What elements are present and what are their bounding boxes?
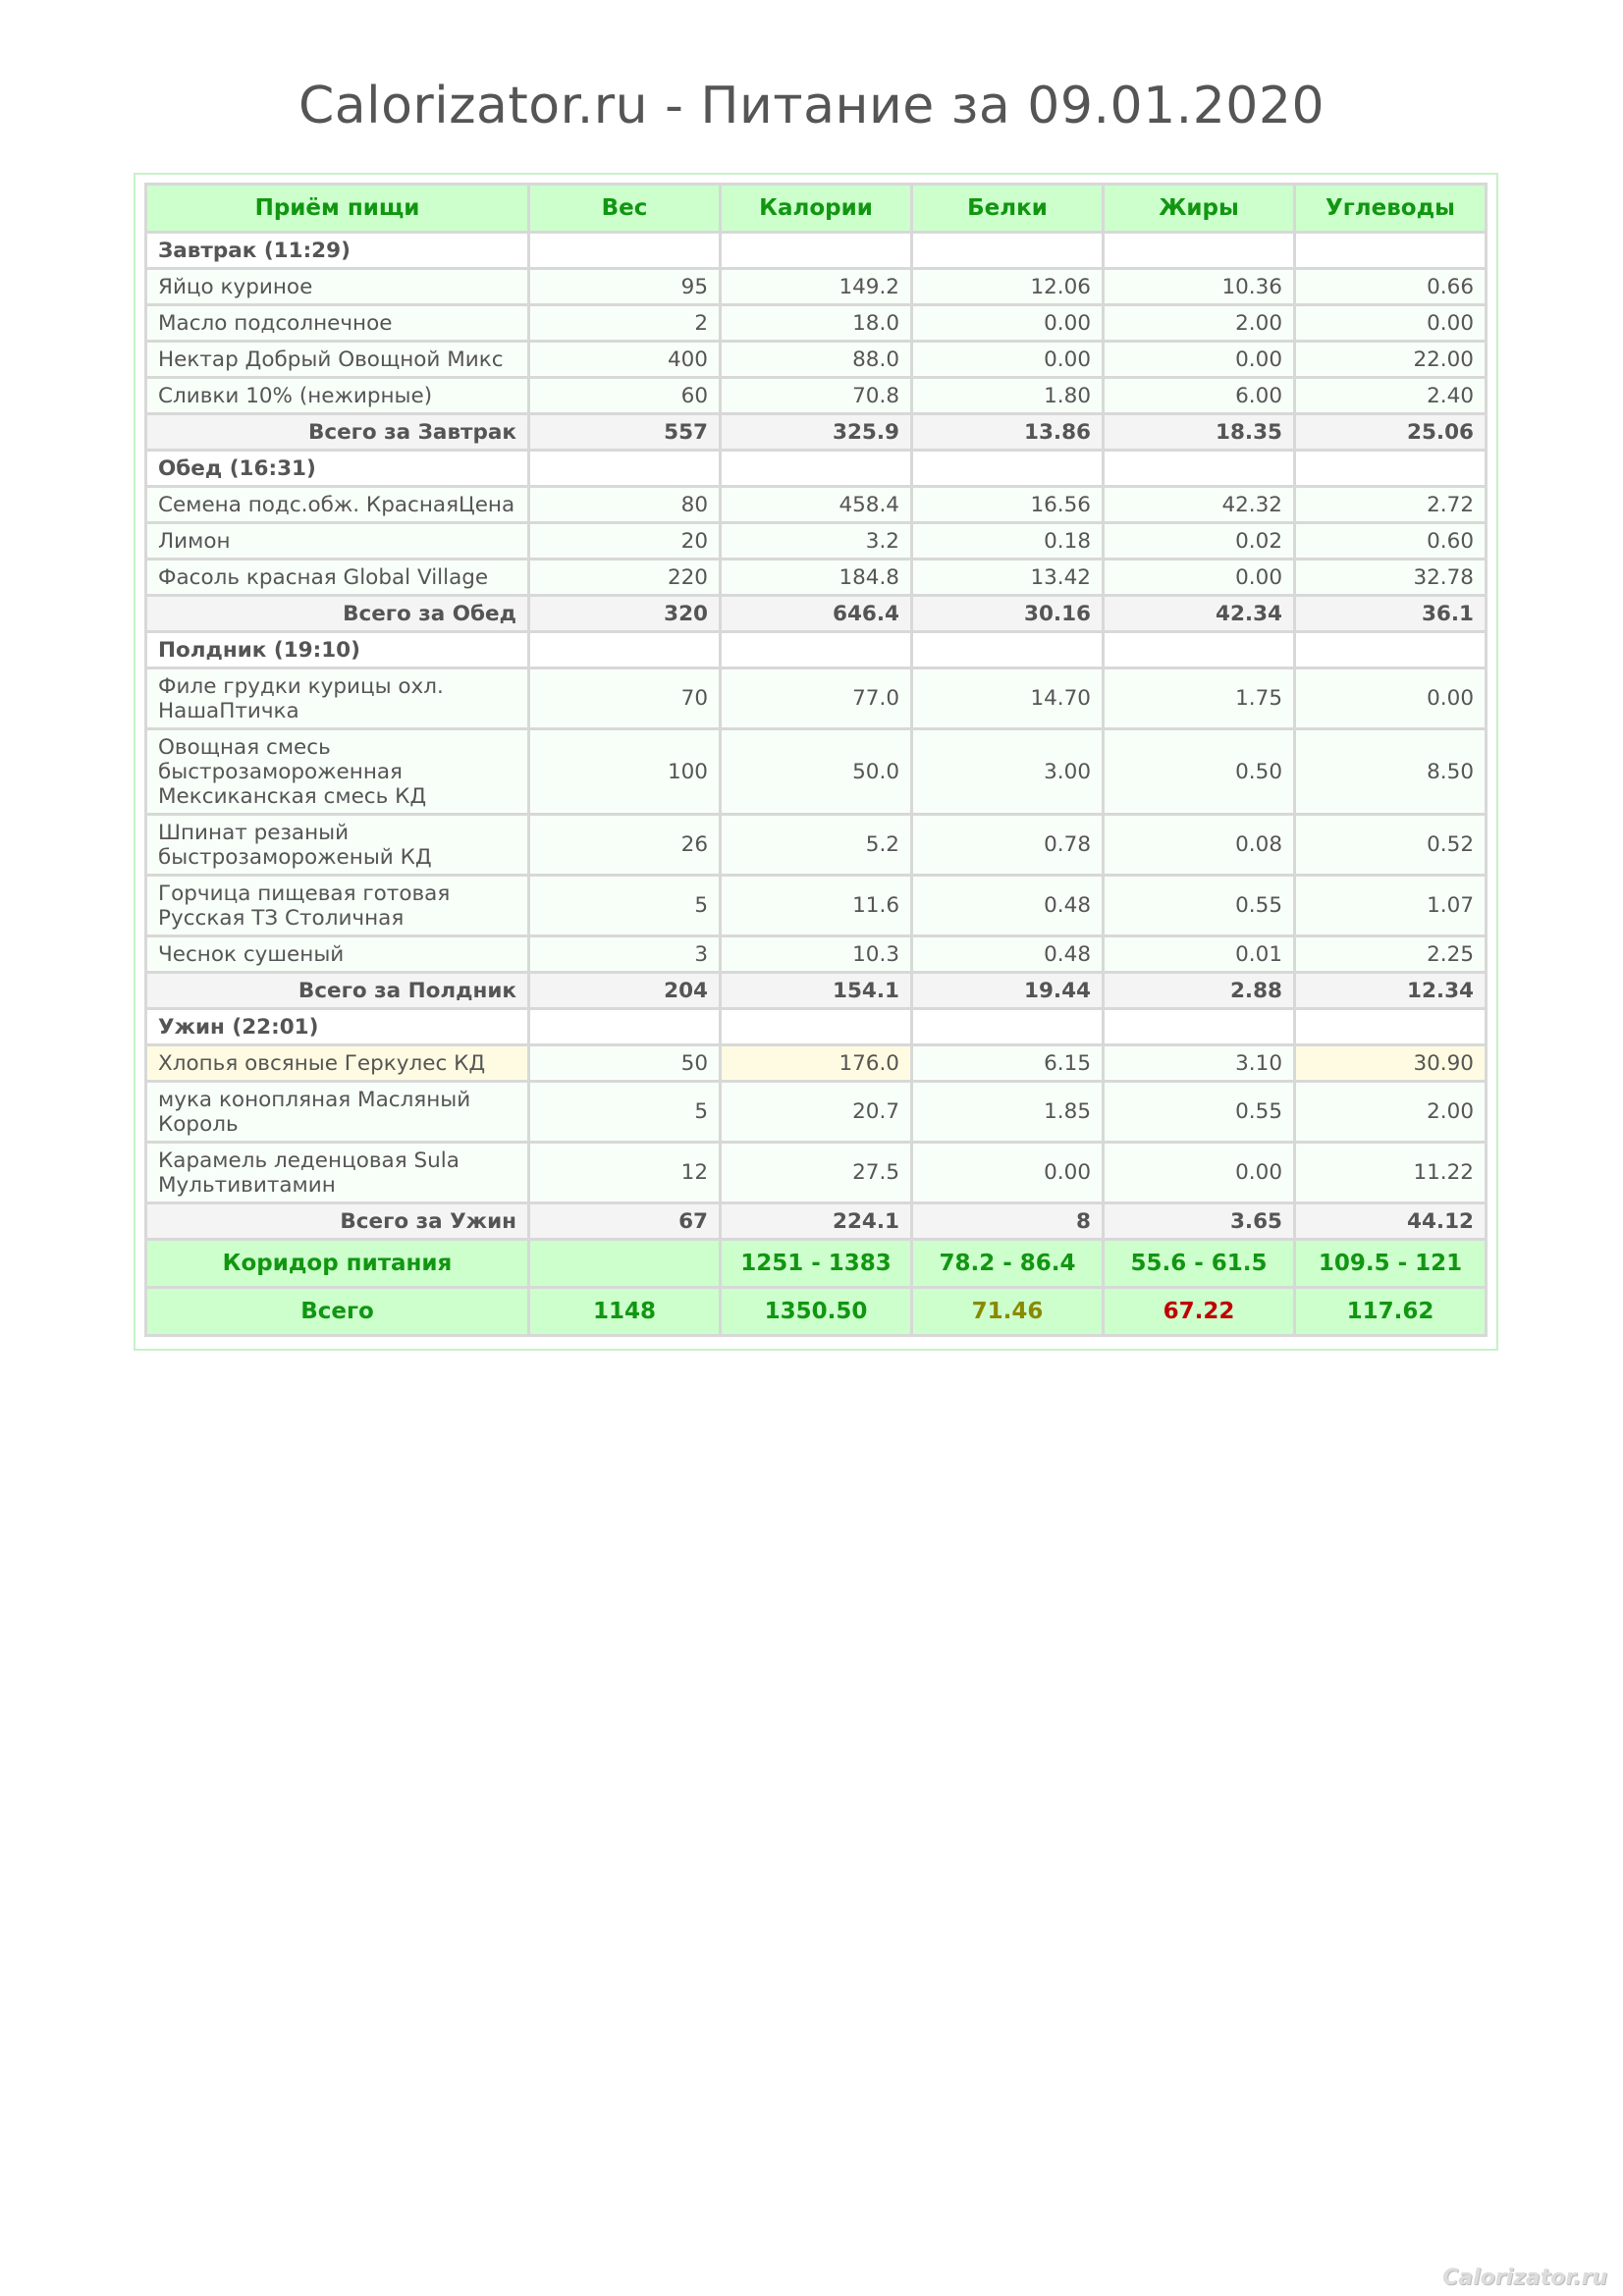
grand-total-protein: 71.46 bbox=[912, 1288, 1104, 1336]
food-fat: 0.50 bbox=[1104, 729, 1295, 815]
meal-total-row bbox=[146, 414, 1487, 451]
meal-total-calories: 154.1 bbox=[721, 973, 912, 1009]
header-protein: Белки bbox=[912, 185, 1104, 233]
food-carbs: 0.66 bbox=[1295, 269, 1487, 305]
corridor-weight bbox=[529, 1240, 721, 1288]
meal-total-carbs: 36.1 bbox=[1295, 596, 1487, 632]
food-protein: 0.00 bbox=[912, 342, 1104, 378]
food-fat: 42.32 bbox=[1104, 487, 1295, 523]
food-carbs: 1.07 bbox=[1295, 876, 1487, 936]
food-carbs: 2.25 bbox=[1295, 936, 1487, 973]
grand-total-calories: 1350.50 bbox=[721, 1288, 912, 1336]
header-weight: Вес bbox=[529, 185, 721, 233]
food-weight: 60 bbox=[529, 378, 721, 414]
food-protein: 14.70 bbox=[912, 668, 1104, 729]
table-row bbox=[146, 1143, 1487, 1203]
food-fat: 0.00 bbox=[1104, 342, 1295, 378]
table-row bbox=[146, 523, 1487, 560]
meal-total-weight: 557 bbox=[529, 414, 721, 451]
food-weight: 220 bbox=[529, 560, 721, 596]
meal-total-row bbox=[146, 1203, 1487, 1240]
food-protein: 1.80 bbox=[912, 378, 1104, 414]
corridor-calories: 1251 - 1383 bbox=[721, 1240, 912, 1288]
food-carbs: 0.60 bbox=[1295, 523, 1487, 560]
food-carbs: 0.00 bbox=[1295, 668, 1487, 729]
grand-total-label: Всего bbox=[146, 1288, 529, 1336]
food-fat: 0.08 bbox=[1104, 815, 1295, 876]
meal-header-row bbox=[146, 451, 1487, 487]
food-calories: 10.3 bbox=[721, 936, 912, 973]
meal-total-label: Всего за Обед bbox=[146, 596, 529, 632]
food-fat: 0.00 bbox=[1104, 1143, 1295, 1203]
meal-total-row bbox=[146, 973, 1487, 1009]
meal-total-fat: 42.34 bbox=[1104, 596, 1295, 632]
meal-total-label: Всего за Завтрак bbox=[146, 414, 529, 451]
meal-total-protein: 8 bbox=[912, 1203, 1104, 1240]
meal-total-weight: 320 bbox=[529, 596, 721, 632]
table-row bbox=[146, 560, 1487, 596]
food-protein: 13.42 bbox=[912, 560, 1104, 596]
food-fat: 0.55 bbox=[1104, 876, 1295, 936]
header-meal: Приём пищи bbox=[146, 185, 529, 233]
meal-header-row bbox=[146, 1009, 1487, 1045]
food-calories: 184.8 bbox=[721, 560, 912, 596]
food-fat: 3.10 bbox=[1104, 1045, 1295, 1082]
food-name: мука конопляная Масляный Король bbox=[146, 1082, 529, 1143]
meal-total-carbs: 12.34 bbox=[1295, 973, 1487, 1009]
food-calories: 77.0 bbox=[721, 668, 912, 729]
food-carbs: 2.00 bbox=[1295, 1082, 1487, 1143]
meal-header-row bbox=[146, 632, 1487, 668]
corridor-carbs: 109.5 - 121 bbox=[1295, 1240, 1487, 1288]
food-fat: 0.01 bbox=[1104, 936, 1295, 973]
nutrition-corridor-row bbox=[146, 1240, 1487, 1288]
food-calories: 20.7 bbox=[721, 1082, 912, 1143]
food-name: Семена подс.обж. КраснаяЦена bbox=[146, 487, 529, 523]
header-calories: Калории bbox=[721, 185, 912, 233]
food-weight: 20 bbox=[529, 523, 721, 560]
meal-total-carbs: 44.12 bbox=[1295, 1203, 1487, 1240]
meal-total-weight: 67 bbox=[529, 1203, 721, 1240]
grand-total-fat: 67.22 bbox=[1104, 1288, 1295, 1336]
header-row bbox=[146, 185, 1487, 233]
food-weight: 70 bbox=[529, 668, 721, 729]
food-weight: 400 bbox=[529, 342, 721, 378]
food-weight: 2 bbox=[529, 305, 721, 342]
food-weight: 80 bbox=[529, 487, 721, 523]
table-row bbox=[146, 1045, 1487, 1082]
food-calories: 5.2 bbox=[721, 815, 912, 876]
meal-total-row bbox=[146, 596, 1487, 632]
food-protein: 6.15 bbox=[912, 1045, 1104, 1082]
food-calories: 176.0 bbox=[721, 1045, 912, 1082]
watermark-logo: Calorizator.ru bbox=[1442, 2266, 1607, 2290]
corridor-label: Коридор питания bbox=[146, 1240, 529, 1288]
food-calories: 88.0 bbox=[721, 342, 912, 378]
food-protein: 0.78 bbox=[912, 815, 1104, 876]
meal-name: Обед (16:31) bbox=[146, 451, 529, 487]
meal-total-fat: 18.35 bbox=[1104, 414, 1295, 451]
food-calories: 50.0 bbox=[721, 729, 912, 815]
meal-total-calories: 646.4 bbox=[721, 596, 912, 632]
food-carbs: 2.72 bbox=[1295, 487, 1487, 523]
food-fat: 1.75 bbox=[1104, 668, 1295, 729]
meal-total-calories: 224.1 bbox=[721, 1203, 912, 1240]
food-name: Фасоль красная Global Village bbox=[146, 560, 529, 596]
food-fat: 10.36 bbox=[1104, 269, 1295, 305]
table-row bbox=[146, 269, 1487, 305]
food-weight: 5 bbox=[529, 876, 721, 936]
header-fat: Жиры bbox=[1104, 185, 1295, 233]
food-name: Сливки 10% (нежирные) bbox=[146, 378, 529, 414]
food-carbs: 8.50 bbox=[1295, 729, 1487, 815]
food-carbs: 32.78 bbox=[1295, 560, 1487, 596]
food-carbs: 22.00 bbox=[1295, 342, 1487, 378]
food-calories: 70.8 bbox=[721, 378, 912, 414]
grand-total-weight: 1148 bbox=[529, 1288, 721, 1336]
food-carbs: 11.22 bbox=[1295, 1143, 1487, 1203]
meal-total-fat: 2.88 bbox=[1104, 973, 1295, 1009]
food-name: Лимон bbox=[146, 523, 529, 560]
food-protein: 0.00 bbox=[912, 1143, 1104, 1203]
food-carbs: 2.40 bbox=[1295, 378, 1487, 414]
nutrition-table bbox=[144, 183, 1488, 1337]
food-weight: 50 bbox=[529, 1045, 721, 1082]
food-fat: 0.55 bbox=[1104, 1082, 1295, 1143]
food-weight: 26 bbox=[529, 815, 721, 876]
food-protein: 0.48 bbox=[912, 936, 1104, 973]
food-protein: 0.48 bbox=[912, 876, 1104, 936]
food-name: Горчица пищевая готовая Русская ТЗ Столичная bbox=[146, 876, 529, 936]
food-calories: 27.5 bbox=[721, 1143, 912, 1203]
meal-total-weight: 204 bbox=[529, 973, 721, 1009]
food-name: Чеснок сушеный bbox=[146, 936, 529, 973]
meal-name: Полдник (19:10) bbox=[146, 632, 529, 668]
corridor-fat: 55.6 - 61.5 bbox=[1104, 1240, 1295, 1288]
table-row bbox=[146, 936, 1487, 973]
food-protein: 3.00 bbox=[912, 729, 1104, 815]
food-calories: 149.2 bbox=[721, 269, 912, 305]
food-carbs: 30.90 bbox=[1295, 1045, 1487, 1082]
meal-total-protein: 13.86 bbox=[912, 414, 1104, 451]
food-name: Филе грудки курицы охл. НашаПтичка bbox=[146, 668, 529, 729]
food-name: Карамель леденцовая Sula Мультивитамин bbox=[146, 1143, 529, 1203]
meal-name: Завтрак (11:29) bbox=[146, 233, 529, 269]
meal-total-carbs: 25.06 bbox=[1295, 414, 1487, 451]
meal-total-label: Всего за Полдник bbox=[146, 973, 529, 1009]
table-row bbox=[146, 487, 1487, 523]
grand-total-row bbox=[146, 1288, 1487, 1336]
food-name: Масло подсолнечное bbox=[146, 305, 529, 342]
meal-total-fat: 3.65 bbox=[1104, 1203, 1295, 1240]
food-protein: 0.18 bbox=[912, 523, 1104, 560]
corridor-protein: 78.2 - 86.4 bbox=[912, 1240, 1104, 1288]
meal-total-protein: 19.44 bbox=[912, 973, 1104, 1009]
page-title: Calorizator.ru - Питание за 09.01.2020 bbox=[298, 77, 1325, 135]
food-protein: 12.06 bbox=[912, 269, 1104, 305]
meal-total-label: Всего за Ужин bbox=[146, 1203, 529, 1240]
food-calories: 458.4 bbox=[721, 487, 912, 523]
food-name: Шпинат резаный быстрозамороженый КД bbox=[146, 815, 529, 876]
food-calories: 3.2 bbox=[721, 523, 912, 560]
food-protein: 16.56 bbox=[912, 487, 1104, 523]
nutrition-table-frame bbox=[134, 173, 1498, 1351]
table-row bbox=[146, 668, 1487, 729]
food-fat: 6.00 bbox=[1104, 378, 1295, 414]
food-weight: 12 bbox=[529, 1143, 721, 1203]
table-row bbox=[146, 876, 1487, 936]
table-row bbox=[146, 815, 1487, 876]
meal-header-row bbox=[146, 233, 1487, 269]
food-protein: 1.85 bbox=[912, 1082, 1104, 1143]
meal-name: Ужин (22:01) bbox=[146, 1009, 529, 1045]
food-weight: 5 bbox=[529, 1082, 721, 1143]
grand-total-carbs: 117.62 bbox=[1295, 1288, 1487, 1336]
food-name: Хлопья овсяные Геркулес КД bbox=[146, 1045, 529, 1082]
food-fat: 0.00 bbox=[1104, 560, 1295, 596]
food-protein: 0.00 bbox=[912, 305, 1104, 342]
food-weight: 3 bbox=[529, 936, 721, 973]
food-carbs: 0.00 bbox=[1295, 305, 1487, 342]
table-row bbox=[146, 342, 1487, 378]
food-name: Овощная смесь быстрозамороженная Мексиканская смесь КД bbox=[146, 729, 529, 815]
food-carbs: 0.52 bbox=[1295, 815, 1487, 876]
food-fat: 2.00 bbox=[1104, 305, 1295, 342]
header-carbs: Углеводы bbox=[1295, 185, 1487, 233]
food-weight: 100 bbox=[529, 729, 721, 815]
food-calories: 18.0 bbox=[721, 305, 912, 342]
meal-total-protein: 30.16 bbox=[912, 596, 1104, 632]
food-fat: 0.02 bbox=[1104, 523, 1295, 560]
meal-total-calories: 325.9 bbox=[721, 414, 912, 451]
food-calories: 11.6 bbox=[721, 876, 912, 936]
food-name: Нектар Добрый Овощной Микс bbox=[146, 342, 529, 378]
table-row bbox=[146, 378, 1487, 414]
food-name: Яйцо куриное bbox=[146, 269, 529, 305]
food-weight: 95 bbox=[529, 269, 721, 305]
table-row bbox=[146, 729, 1487, 815]
table-row bbox=[146, 305, 1487, 342]
table-row bbox=[146, 1082, 1487, 1143]
